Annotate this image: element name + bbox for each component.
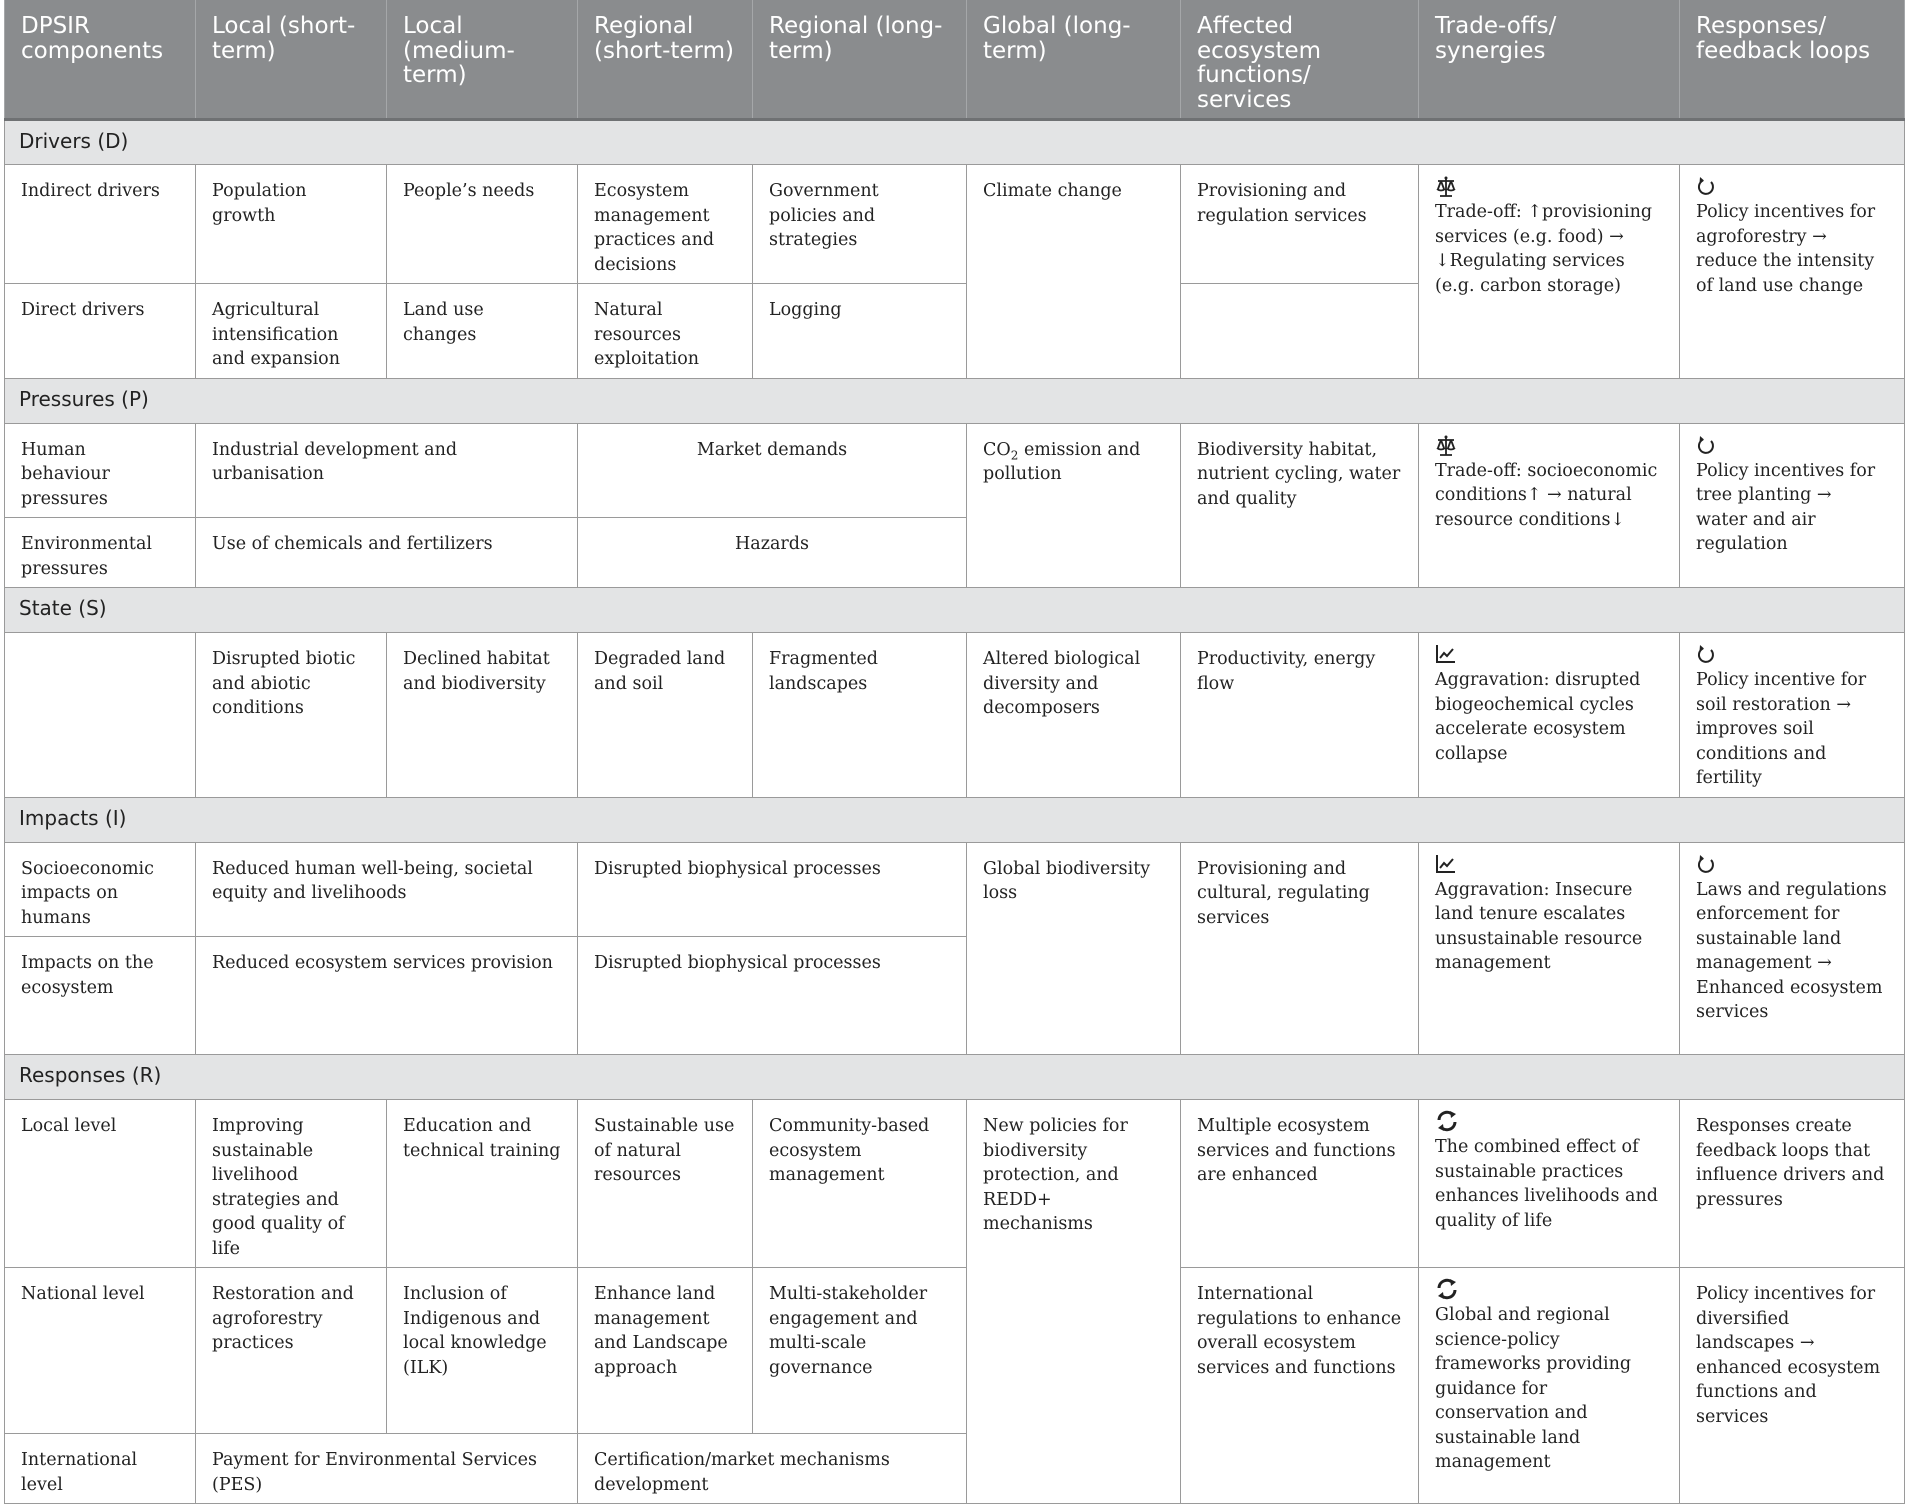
table-cell: Reduced ecosystem services provision	[196, 937, 578, 1055]
section-row-impacts	[5, 797, 1905, 842]
tradeoff-text: The combined effect of sustainable practices enhances livelihoods and quality of life	[1435, 1137, 1658, 1231]
header-regional-short-term: Regional (short-term)	[578, 0, 753, 120]
header-regional-long-term: Regional (long-term)	[753, 0, 967, 120]
table-cell: Restoration and agroforestry practices	[196, 1268, 387, 1434]
row-label: National level	[5, 1268, 196, 1434]
table-cell: Industrial development and urbanisation	[196, 423, 578, 518]
table-row	[5, 842, 1905, 937]
feedback-loop-icon	[1696, 434, 1888, 459]
table-cell: Inclusion of Indigenous and local knowledge (ILK)	[387, 1268, 578, 1434]
balance-scale-icon	[1435, 175, 1663, 200]
table-cell: Payment for Environmental Services (PES)	[196, 1434, 578, 1504]
response-text: Policy incentive for soil restoration → improves soil conditions and fertility	[1696, 670, 1867, 788]
row-label: Socioeconomic impacts on humans	[5, 842, 196, 937]
row-label: Direct drivers	[5, 284, 196, 379]
table-cell: Productivity, energy flow	[1181, 633, 1419, 798]
header-row	[5, 0, 1905, 120]
tradeoff-text: Trade-off: socioeconomic conditions↑ → natural resource conditions↓	[1435, 460, 1658, 530]
tradeoff-text: Aggravation: Insecure land tenure escalates unsustainable resource management	[1435, 879, 1643, 973]
table-cell: Improving sustainable livelihood strategies and good quality of life	[196, 1100, 387, 1268]
table-cell: Sustainable use of natural resources	[578, 1100, 753, 1268]
row-label: Impacts on the ecosystem	[5, 937, 196, 1055]
table-cell: Multiple ecosystem services and functions are enhanced	[1181, 1100, 1419, 1268]
table-cell: Altered biological diversity and decomposers	[967, 633, 1181, 798]
row-label: Environmental pressures	[5, 518, 196, 588]
feedback-loop-icon	[1696, 643, 1888, 668]
table-cell: Natural resources exploitation	[578, 284, 753, 379]
table-cell: Community-based ecosystem management	[753, 1100, 967, 1268]
section-title-pressures: Pressures (P)	[5, 378, 1905, 423]
tradeoff-cell	[1419, 165, 1680, 379]
table-cell: Agricultural intensification and expansion	[196, 284, 387, 379]
section-title-drivers: Drivers (D)	[5, 120, 1905, 165]
response-text: Policy incentives for agroforestry → reduce the intensity of land use change	[1696, 202, 1876, 296]
table-cell: Enhance land management and Landscape approach	[578, 1268, 753, 1434]
header-responses-feedback: Responses/ feedback loops	[1680, 0, 1905, 120]
section-title-impacts: Impacts (I)	[5, 797, 1905, 842]
table-cell: Provisioning and regulation services	[1181, 165, 1419, 284]
table-cell: Certification/market mechanisms development	[578, 1434, 967, 1504]
header-tradeoffs-synergies: Trade-offs/ synergies	[1419, 0, 1680, 120]
row-label: Local level	[5, 1100, 196, 1268]
section-title-state: State (S)	[5, 588, 1905, 633]
row-label: Human behaviour pressures	[5, 423, 196, 518]
table-row	[5, 423, 1905, 518]
section-title-responses: Responses (R)	[5, 1055, 1905, 1100]
synergy-cycle-icon	[1435, 1110, 1663, 1135]
header-global-long-term: Global (long-term)	[967, 0, 1181, 120]
trend-chart-icon	[1435, 643, 1663, 668]
table-cell: Land use changes	[387, 284, 578, 379]
response-cell	[1680, 165, 1905, 379]
table-cell: Population growth	[196, 165, 387, 284]
tradeoff-text: Trade-off: ↑provisioning services (e.g. food) → ↓Regulating services (e.g. carbon storage)	[1435, 202, 1653, 296]
dpsir-table	[4, 0, 1905, 1504]
table-row	[5, 633, 1905, 798]
table-row	[5, 165, 1905, 284]
table-cell: Hazards	[578, 518, 967, 588]
table-cell: Multi-stakeholder engagement and multi-scale governance	[753, 1268, 967, 1434]
section-row-pressures	[5, 378, 1905, 423]
tradeoff-text: Aggravation: disrupted biogeochemical cycles accelerate ecosystem collapse	[1435, 670, 1641, 764]
tradeoff-cell	[1419, 423, 1680, 588]
table-cell: Degraded land and soil	[578, 633, 753, 798]
section-row-state	[5, 588, 1905, 633]
response-cell: Policy incentives for diversified landscapes → enhanced ecosystem functions and services	[1680, 1268, 1905, 1504]
row-label	[5, 633, 196, 798]
synergy-cycle-icon	[1435, 1278, 1663, 1303]
table-cell: Fragmented landscapes	[753, 633, 967, 798]
global-text-prefix: CO	[983, 439, 1011, 460]
global-text-subscript: 2	[1010, 448, 1019, 462]
table-cell: New policies for biodiversity protection, and REDD+ mechanisms	[967, 1100, 1181, 1504]
balance-scale-icon	[1435, 434, 1663, 459]
table-row	[5, 1268, 1905, 1434]
feedback-loop-icon	[1696, 175, 1888, 200]
header-local-medium-term: Local (medium-term)	[387, 0, 578, 120]
response-cell	[1680, 423, 1905, 588]
global-text-suffix: emission and pollution	[983, 439, 1141, 484]
table-cell: Government policies and strategies	[753, 165, 967, 284]
table-cell: Reduced human well-being, societal equity and livelihoods	[196, 842, 578, 937]
table-cell: Provisioning and cultural, regulating services	[1181, 842, 1419, 1055]
table-cell: Market demands	[578, 423, 967, 518]
table-cell: Biodiversity habitat, nutrient cycling, water and quality	[1181, 423, 1419, 588]
tradeoff-cell	[1419, 1100, 1680, 1268]
header-affected-functions: Affected ecosystem functions/ services	[1181, 0, 1419, 120]
tradeoff-cell	[1419, 1268, 1680, 1504]
response-cell: Responses create feedback loops that influence drivers and pressures	[1680, 1100, 1905, 1268]
header-local-short-term: Local (short-term)	[196, 0, 387, 120]
response-cell	[1680, 633, 1905, 798]
row-label: International level	[5, 1434, 196, 1504]
tradeoff-cell	[1419, 842, 1680, 1055]
table-cell: Logging	[753, 284, 967, 379]
tradeoff-cell	[1419, 633, 1680, 798]
table-cell: International regulations to enhance overall ecosystem services and functions	[1181, 1268, 1419, 1504]
response-text: Policy incentives for tree planting → water and air regulation	[1696, 460, 1876, 554]
feedback-loop-icon	[1696, 853, 1888, 878]
table-cell: People’s needs	[387, 165, 578, 284]
table-cell	[967, 423, 1181, 588]
table-cell	[1181, 284, 1419, 379]
table-cell: Disrupted biotic and abiotic conditions	[196, 633, 387, 798]
table-cell: Disrupted biophysical processes	[578, 937, 967, 1055]
table-cell: Education and technical training	[387, 1100, 578, 1268]
table-cell: Ecosystem management practices and decisions	[578, 165, 753, 284]
trend-chart-icon	[1435, 853, 1663, 878]
table-cell: Declined habitat and biodiversity	[387, 633, 578, 798]
table-cell: Disrupted biophysical processes	[578, 842, 967, 937]
table-cell: Climate change	[967, 165, 1181, 379]
table-row	[5, 1100, 1905, 1268]
header-dpsir-components: DPSIR components	[5, 0, 196, 120]
table-cell: Use of chemicals and fertilizers	[196, 518, 578, 588]
tradeoff-text: Global and regional science-policy frameworks providing guidance for conservation and sustainable land management	[1435, 1305, 1632, 1472]
section-row-drivers	[5, 120, 1905, 165]
section-row-responses	[5, 1055, 1905, 1100]
response-cell	[1680, 842, 1905, 1055]
table-cell: Global biodiversity loss	[967, 842, 1181, 1055]
row-label: Indirect drivers	[5, 165, 196, 284]
response-text: Laws and regulations enforcement for sustainable land management → Enhanced ecosystem services	[1696, 879, 1887, 1022]
